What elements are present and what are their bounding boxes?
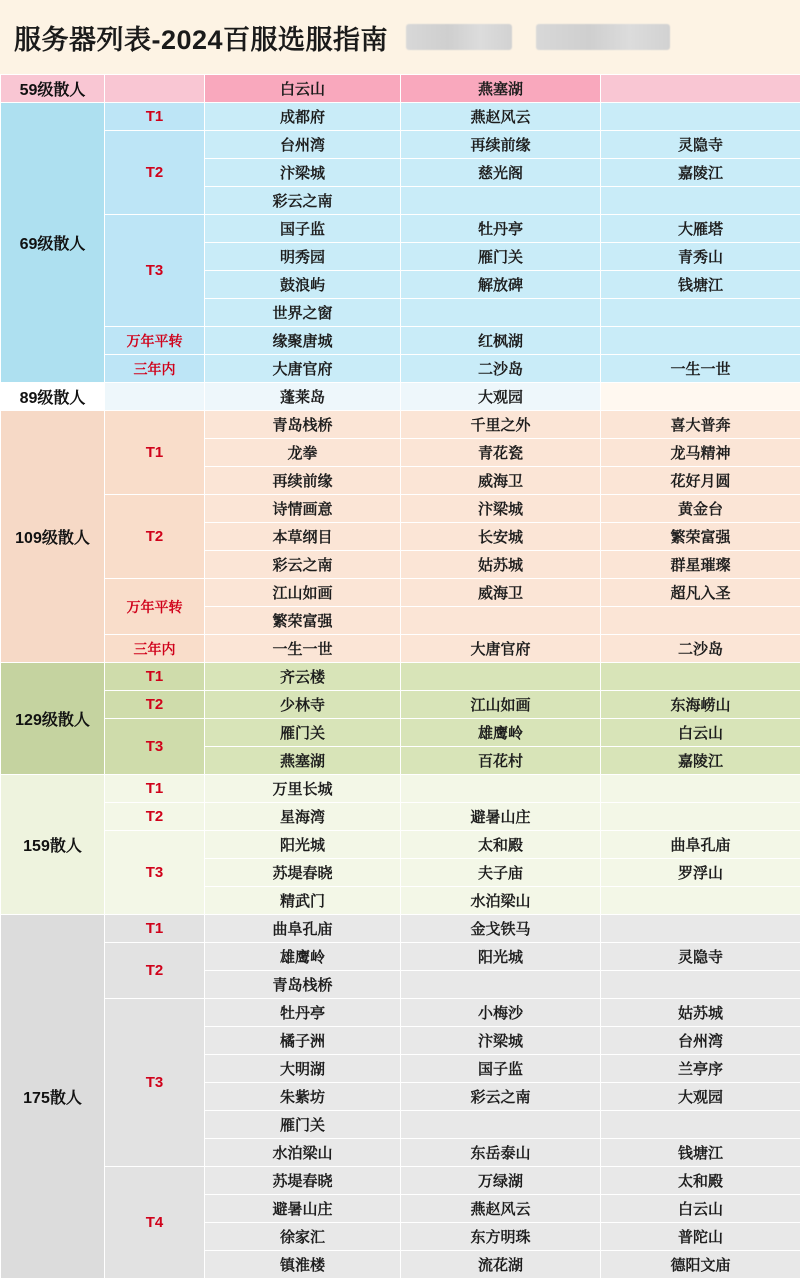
tier-label: T3 [105, 215, 205, 327]
table-row [1, 579, 800, 607]
empty-cell [601, 915, 800, 943]
server-name-cell[interactable]: 钱塘江 [601, 1139, 800, 1167]
table-row [1, 75, 800, 103]
server-name-cell[interactable]: 朱紫坊 [205, 1083, 401, 1111]
tier-label: T3 [105, 999, 205, 1167]
table-row [1, 383, 800, 411]
server-name-cell[interactable]: 国子监 [401, 1055, 601, 1083]
server-name-cell[interactable]: 万里长城 [205, 775, 401, 803]
table-row [1, 943, 800, 971]
server-name-cell[interactable]: 江山如画 [401, 691, 601, 719]
server-name-cell[interactable]: 彩云之南 [205, 551, 401, 579]
server-name-cell[interactable]: 慈光阁 [401, 159, 601, 187]
server-name-cell[interactable]: 金戈铁马 [401, 915, 601, 943]
tier-label [105, 75, 205, 103]
server-name-cell[interactable]: 兰亭序 [601, 1055, 800, 1083]
server-name-cell[interactable]: 嘉陵江 [601, 747, 800, 775]
server-name-cell[interactable]: 少林寺 [205, 691, 401, 719]
page-title: 服务器列表-2024百服选服指南 [14, 18, 388, 57]
empty-cell [401, 299, 601, 327]
server-name-cell[interactable]: 解放碑 [401, 271, 601, 299]
tier-label: 三年内 [105, 355, 205, 383]
tier-label: 万年平转 [105, 327, 205, 355]
server-name-cell[interactable]: 成都府 [205, 103, 401, 131]
server-name-cell[interactable]: 普陀山 [601, 1223, 800, 1251]
tier-label: T4 [105, 1167, 205, 1279]
server-name-cell[interactable]: 徐家汇 [205, 1223, 401, 1251]
tier-label: T2 [105, 691, 205, 719]
server-name-cell[interactable]: 精武门 [205, 887, 401, 915]
empty-cell [401, 971, 601, 999]
empty-cell [601, 383, 800, 411]
server-name-cell[interactable]: 缘聚唐城 [205, 327, 401, 355]
server-name-cell[interactable]: 大雁塔 [601, 215, 800, 243]
server-table [0, 74, 800, 1279]
empty-cell [601, 887, 800, 915]
empty-cell [401, 775, 601, 803]
server-name-cell[interactable]: 万绿湖 [401, 1167, 601, 1195]
table-row [1, 775, 800, 803]
server-name-cell[interactable]: 汴梁城 [401, 495, 601, 523]
tier-label: T3 [105, 719, 205, 775]
server-name-cell[interactable]: 避暑山庄 [205, 1195, 401, 1223]
table-row [1, 999, 800, 1027]
server-name-cell[interactable]: 鼓浪屿 [205, 271, 401, 299]
server-name-cell[interactable]: 青岛栈桥 [205, 971, 401, 999]
table-row [1, 691, 800, 719]
server-name-cell[interactable]: 东方明珠 [401, 1223, 601, 1251]
server-name-cell[interactable]: 镇淮楼 [205, 1251, 401, 1279]
server-name-cell[interactable]: 百花村 [401, 747, 601, 775]
table-row [1, 103, 800, 131]
server-name-cell[interactable]: 避暑山庄 [401, 803, 601, 831]
server-name-cell[interactable]: 喜大普奔 [601, 411, 800, 439]
server-name-cell[interactable]: 黄金台 [601, 495, 800, 523]
server-name-cell[interactable]: 白云山 [601, 719, 800, 747]
server-name-cell[interactable]: 东岳泰山 [401, 1139, 601, 1167]
server-name-cell[interactable]: 雁门关 [401, 243, 601, 271]
server-name-cell[interactable]: 阳光城 [401, 943, 601, 971]
server-name-cell[interactable]: 世界之窗 [205, 299, 401, 327]
table-row [1, 1167, 800, 1195]
empty-cell [401, 1111, 601, 1139]
empty-cell [601, 775, 800, 803]
server-name-cell[interactable]: 姑苏城 [401, 551, 601, 579]
server-name-cell[interactable]: 燕塞湖 [401, 75, 601, 103]
server-name-cell[interactable]: 太和殿 [401, 831, 601, 859]
server-name-cell[interactable]: 牡丹亭 [205, 999, 401, 1027]
server-name-cell[interactable]: 蓬莱岛 [205, 383, 401, 411]
empty-cell [401, 607, 601, 635]
empty-cell [601, 187, 800, 215]
server-name-cell[interactable]: 龙马精神 [601, 439, 800, 467]
server-name-cell[interactable]: 嘉陵江 [601, 159, 800, 187]
tier-label: T2 [105, 803, 205, 831]
server-name-cell[interactable]: 超凡入圣 [601, 579, 800, 607]
table-row [1, 131, 800, 159]
tier-label: T1 [105, 775, 205, 803]
server-name-cell[interactable]: 燕赵风云 [401, 103, 601, 131]
server-name-cell[interactable]: 夫子庙 [401, 859, 601, 887]
redacted-block-1 [406, 24, 512, 50]
server-name-cell[interactable]: 彩云之南 [205, 187, 401, 215]
empty-cell [401, 663, 601, 691]
tier-label: T2 [105, 131, 205, 215]
level-group-label: 89级散人 [1, 383, 105, 411]
server-name-cell[interactable]: 诗情画意 [205, 495, 401, 523]
server-name-cell[interactable]: 国子监 [205, 215, 401, 243]
level-group-label: 175散人 [1, 915, 105, 1279]
table-row [1, 915, 800, 943]
server-name-cell[interactable]: 青秀山 [601, 243, 800, 271]
empty-cell [601, 1111, 800, 1139]
empty-cell [401, 187, 601, 215]
empty-cell [601, 327, 800, 355]
server-name-cell[interactable]: 彩云之南 [401, 1083, 601, 1111]
server-name-cell[interactable]: 橘子洲 [205, 1027, 401, 1055]
server-name-cell[interactable]: 大唐官府 [401, 635, 601, 663]
server-name-cell[interactable]: 大观园 [601, 1083, 800, 1111]
tier-label: 三年内 [105, 635, 205, 663]
redacted-block-2 [536, 24, 670, 50]
server-name-cell[interactable]: 台州湾 [205, 131, 401, 159]
server-name-cell[interactable]: 曲阜孔庙 [205, 915, 401, 943]
server-name-cell[interactable]: 千里之外 [401, 411, 601, 439]
table-row [1, 719, 800, 747]
server-name-cell[interactable]: 雁门关 [205, 1111, 401, 1139]
server-name-cell[interactable]: 曲阜孔庙 [601, 831, 800, 859]
server-name-cell[interactable]: 大观园 [401, 383, 601, 411]
server-name-cell[interactable]: 钱塘江 [601, 271, 800, 299]
table-row [1, 635, 800, 663]
level-group-label: 59级散人 [1, 75, 105, 103]
tier-label: T1 [105, 411, 205, 495]
server-name-cell[interactable]: 一生一世 [601, 355, 800, 383]
empty-cell [601, 103, 800, 131]
table-row [1, 663, 800, 691]
server-name-cell[interactable]: 灵隐寺 [601, 943, 800, 971]
level-group-label: 129级散人 [1, 663, 105, 775]
server-name-cell[interactable]: 灵隐寺 [601, 131, 800, 159]
level-group-label: 109级散人 [1, 411, 105, 663]
server-name-cell[interactable]: 燕塞湖 [205, 747, 401, 775]
server-name-cell[interactable]: 阳光城 [205, 831, 401, 859]
tier-label: T1 [105, 103, 205, 131]
level-group-label: 159散人 [1, 775, 105, 915]
server-name-cell[interactable]: 罗浮山 [601, 859, 800, 887]
server-name-cell[interactable]: 群星璀璨 [601, 551, 800, 579]
server-name-cell[interactable]: 大明湖 [205, 1055, 401, 1083]
server-name-cell[interactable]: 一生一世 [205, 635, 401, 663]
tier-label: T2 [105, 943, 205, 999]
tier-label: T3 [105, 831, 205, 915]
server-name-cell[interactable]: 江山如画 [205, 579, 401, 607]
server-name-cell[interactable]: 星海湾 [205, 803, 401, 831]
server-name-cell[interactable]: 花好月圆 [601, 467, 800, 495]
empty-cell [601, 75, 800, 103]
server-name-cell[interactable]: 红枫湖 [401, 327, 601, 355]
tier-label: T1 [105, 663, 205, 691]
redaction-group [406, 24, 670, 50]
server-name-cell[interactable]: 雄鹰岭 [205, 943, 401, 971]
server-name-cell[interactable]: 龙拳 [205, 439, 401, 467]
table-row [1, 327, 800, 355]
server-name-cell[interactable]: 雄鹰岭 [401, 719, 601, 747]
empty-cell [601, 607, 800, 635]
server-name-cell[interactable]: 齐云楼 [205, 663, 401, 691]
server-name-cell[interactable]: 大唐官府 [205, 355, 401, 383]
tier-label: T2 [105, 495, 205, 579]
server-name-cell[interactable]: 青岛栈桥 [205, 411, 401, 439]
server-name-cell[interactable]: 再续前缘 [205, 467, 401, 495]
server-name-cell[interactable]: 威海卫 [401, 467, 601, 495]
empty-cell [601, 803, 800, 831]
table-row [1, 215, 800, 243]
server-name-cell[interactable]: 苏堤春晓 [205, 1167, 401, 1195]
server-name-cell[interactable]: 白云山 [205, 75, 401, 103]
server-name-cell[interactable]: 德阳文庙 [601, 1251, 800, 1279]
server-name-cell[interactable]: 二沙岛 [601, 635, 800, 663]
server-name-cell[interactable]: 繁荣富强 [205, 607, 401, 635]
table-row [1, 495, 800, 523]
server-name-cell[interactable]: 本草纲目 [205, 523, 401, 551]
server-name-cell[interactable]: 苏堤春晓 [205, 859, 401, 887]
server-name-cell[interactable]: 长安城 [401, 523, 601, 551]
server-table-body [1, 75, 800, 1279]
table-row [1, 831, 800, 859]
empty-cell [601, 971, 800, 999]
server-name-cell[interactable]: 东海崂山 [601, 691, 800, 719]
server-name-cell[interactable]: 牡丹亭 [401, 215, 601, 243]
tier-label [105, 383, 205, 411]
server-name-cell[interactable]: 威海卫 [401, 579, 601, 607]
server-name-cell[interactable]: 白云山 [601, 1195, 800, 1223]
server-name-cell[interactable]: 姑苏城 [601, 999, 800, 1027]
server-name-cell[interactable]: 台州湾 [601, 1027, 800, 1055]
server-name-cell[interactable]: 雁门关 [205, 719, 401, 747]
tier-label: 万年平转 [105, 579, 205, 635]
server-name-cell[interactable]: 水泊梁山 [205, 1139, 401, 1167]
server-name-cell[interactable]: 繁荣富强 [601, 523, 800, 551]
table-row [1, 803, 800, 831]
server-name-cell[interactable]: 汴梁城 [401, 1027, 601, 1055]
table-row [1, 355, 800, 383]
tier-label: T1 [105, 915, 205, 943]
empty-cell [601, 663, 800, 691]
server-name-cell[interactable]: 流花湖 [401, 1251, 601, 1279]
server-name-cell[interactable]: 青花瓷 [401, 439, 601, 467]
level-group-label: 69级散人 [1, 103, 105, 383]
server-name-cell[interactable]: 明秀园 [205, 243, 401, 271]
server-name-cell[interactable]: 小梅沙 [401, 999, 601, 1027]
table-row [1, 411, 800, 439]
server-name-cell[interactable]: 太和殿 [601, 1167, 800, 1195]
server-name-cell[interactable]: 水泊梁山 [401, 887, 601, 915]
server-name-cell[interactable]: 汴梁城 [205, 159, 401, 187]
server-name-cell[interactable]: 二沙岛 [401, 355, 601, 383]
page-header [0, 0, 800, 74]
server-name-cell[interactable]: 再续前缘 [401, 131, 601, 159]
server-name-cell[interactable]: 燕赵风云 [401, 1195, 601, 1223]
empty-cell [601, 299, 800, 327]
